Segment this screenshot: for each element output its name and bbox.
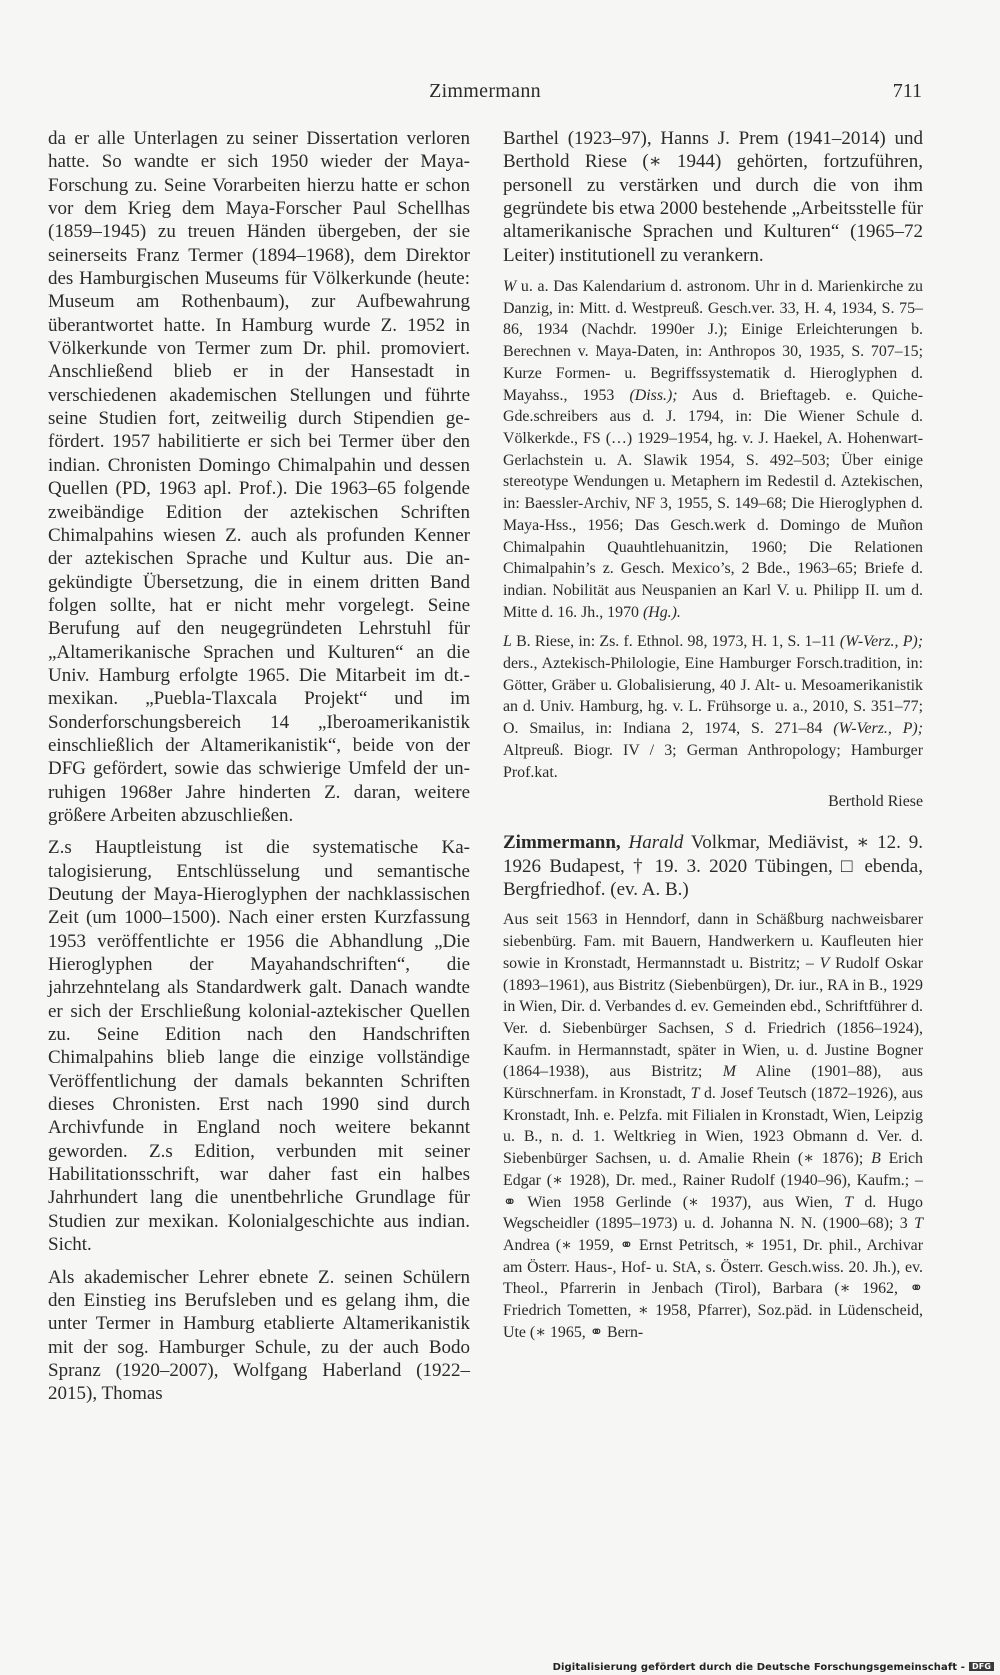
genealogy-text-4: Aline (1901–88), aus Kürschnerfam. in Kronstadt, [503, 1063, 923, 1103]
genealogy-marker-1: V [819, 954, 830, 972]
paragraph-main-achievement: Z.s Hauptleistung ist die systematische Katalogisierung, Entschlüsselung und semantische Deutung der Maya-Hieroglyphen der nachklassischen Zeit (um 1000–1500). Nach einer ersten Kurzfassung 1953 veröffentlichte er 1956 die Abhandlung „Die Hieroglyphen der Mayahandschriften“, die jahrzehntelang als Standardwerk galt. Danach wandte er sich der Erschließung kolonial-aztekischer Quellen zu. Seine Edition nach den Handschriften Chimalpahins blieb lange die einzige vollständige Veröffentlichung der damals bekannten Schriften dieses Chronisten. Erst nach 1990 sind durch Archivfunde in England noch weitere bekannt geworden. Z.s Edition, verbunden mit seiner Habilitationsschrift, war daher fast ein halbes Jahrhundert lang die unentbehrliche Grundlage für Studien zur mexikan. Kolonialgeschichte aus indian. Sicht. [48, 837, 470, 1256]
genealogy-text-2: Rudolf Oskar (1893–1961), aus Bistritz (Siebenbürgen), Dr. iur., RA in B., 1929 in Wien, Dir. d. Verbandes d. ev. Gemeinden ebd., Schriftführer d. Ver. d. Siebenbürger Sachsen, [503, 954, 923, 1037]
dfg-logo: DFG [969, 1662, 994, 1671]
works-text-b: Aus d. Brieftageb. e. Quiche-Gde.schreibers aus d. J. 1794, in: Die Wiener Schule d. Völkerkde., FS (…) 1929–1954, hg. v. J. Haekel, A. Hohenwart-Gerlachstein u. A. Slawik 1954, S. 492–503; Über einige stereotype Wendungen u. Metaphern im Redestil d. Aztekischen, in: Baessler-Archiv, NF 3, 1955, S. 149–68; Die Hieroglyphen d. Maya-Hss., 1956; Das Gesch.werk d. Domingo de Muñon Chimalpahin Quauhtlehuanitzin, 1960; Die Relationen Chimalpahin’s z. Gesch. Mexico’s, 2 Bde., 1963–65; Briefe d. indian. Nobilität aus Neuspanien an Karl V. u. Philipp II. um d. Mitte d. 16. Jh., 1970 [503, 386, 924, 621]
genealogy-text-5: d. Josef Teutsch (1872–1926), aus Kronstadt, Inh. e. Pelzfa. mit Filialen in Kronstadt, Wien, Leipzig u. B., n. d. 1. Weltkrieg in Wien, 1923 Obmann d. Ver. d. Siebenbürger Sachsen, u. d. Amalie Rhein (∗ 1876); [503, 1085, 923, 1168]
literature-text-c: Altpreuß. Biogr. IV / 3; German Anthropology; Hamburger Prof.kat. [503, 741, 923, 781]
genealogy-marker-6: T [844, 1193, 853, 1211]
works-text-b-italic: (Hg.). [642, 603, 681, 621]
literature-text-b: ders., Aztekisch-Philologie, Eine Hamburger Forsch.tradition, in: Götter, Gräber u. Globalisierung, 40 J. Alt- u. Mesoamerikanistik an d. Univ. Hamburg, hg. v. L. Frühsorge u. a., 2010, S. 351–77; O. Smailus, in: Indiana 2, 1974, S. 271–84 [503, 655, 923, 738]
right-column [503, 127, 923, 1352]
paragraph-career: da er alle Unterlagen zu seiner Dissertation verloren hatte. So wandte er sich 1950 wieder der Maya-Forschung zu. Seine Vorarbeiten hierzu hatte er schon vor dem Krieg dem Maya-Forscher Paul Schellhas (1859–1945) zu treuen Händen übergeben, der sie seinerseits Franz Termer (1894–1968), dem Direktor des Hamburgischen Museums für Völkerkunde (heute: Museum am Rothenbaum), zur Aufbewahrung überantwortet hatte. In Hamburg wurde Z. 1952 in Völkerkunde von Termer zum Dr. phil. promoviert. Anschließend blieb er in der Hansestadt in verschiedenen akademischen Stellungen und führte seine Studien fort, zeitweilig durch Stipendien gefördert. 1957 habilitierte er sich bei Termer über den indian. Chronisten Domingo Chimalpahin und dessen Quellen (PD, 1963 apl. Prof.). Die 1963–65 folgende zweibändige Edition der aztekischen Schriften Chimalpahins wiesen Z. auch als profunden Kenner der aztekischen Sprache und Kultur aus. Die angekündigte Übersetzung, die in einem dritten Band folgen sollte, hat er nicht mehr vorgelegt. Seine Berufung auf den neugegründeten Lehrstuhl für „Altamerikanische Sprachen und Kulturen“ an die Univ. Hamburg erfolgte 1965. Die Mitarbeit im dt.-mexikan. „Puebla-Tlaxcala Projekt“ und im Sonderforschungsbereich 14 „Iberoamerikanistik einschließlich der Altamerikanistik“, beide von der DFG gefördert, sowie das schwierige Umfeld der unruhigen 1968er Jahre hinderten Z. daran, weitere größere Arbeiten abzuschließen. [48, 128, 470, 826]
literature-text-a-italic: (W-Verz., P); [839, 633, 923, 651]
entry-surname: Zimmermann, [503, 832, 621, 854]
works-text-a: u. a. Das Kalendarium d. astronom. Uhr in d. Marienkirche zu Danzig, in: Mitt. d. Westpreuß. Gesch.ver. 33, H. 4, 1934, S. 75–86, 1934 (Nachdr. 1990er J.); Einige Erleichterungen b. Berechnen v. Maya-Daten, in: Anthropos 30, 1935, S. 707–15; Kurze Formen- u. Begriffssystematik d. Hieroglyphen d. Mayahss., 1953 [503, 278, 923, 404]
running-header [48, 80, 922, 106]
genealogy-text-1: Aus seit 1563 in Henndorf, dann in Schäßburg nachweisbarer siebenbürg. Fam. mit Bauern, Handwerkern u. Kaufleuten hier sowie in Kronstadt, Hermannstadt u. Bistritz; – [503, 911, 923, 972]
paragraph-continuation: Barthel (1923–97), Hanns J. Prem (1941–2014) und Berthold Riese (∗ 1944) gehörten, fortzuführen, personell zu verstärken und durch die von ihm gegründete bis etwa 2000 bestehende „Arbeitsstelle für altamerikanische Sprachen und Kulturen“ (1965–72 Leiter) institutionell zu verankern. [503, 128, 923, 266]
author-signature: Berthold Riese [828, 793, 923, 811]
entry-given-name: Harald [628, 832, 684, 854]
literature-text-b-italic: (W-Verz., P); [833, 720, 923, 738]
left-column [48, 127, 470, 1415]
genealogy-text-3: d. Friedrich (1856–1924), Kaufm. in Hermannstadt, später in Wien, u. d. Justine Bogner (1864–1938), aus Bistritz; [503, 1019, 923, 1081]
credit-text: Digitalisierung gefördert durch die Deutsche Forschungsgemeinschaft - [552, 1662, 966, 1673]
works-marker: W [503, 278, 517, 296]
genealogy-marker-3: M [722, 1063, 736, 1081]
digitization-credit [553, 1662, 994, 1673]
entry-details: Volkmar, Mediävist, ∗ 12. 9. 1926 Budapest, † 19. 3. 2020 Tübingen, □ ebenda, Bergfriedhof. (ev. A. B.) [503, 832, 924, 901]
genealogy-marker-5: B [871, 1150, 881, 1168]
literature-list [503, 631, 923, 783]
genealogy-marker-7: T [914, 1215, 923, 1233]
entry-heading [503, 831, 923, 901]
works-list [503, 276, 923, 623]
paragraph-teaching: Als akademischer Lehrer ebnete Z. seinen Schülern den Einstieg ins Berufsleben und es gelang ihm, die unter Termer in Hamburg etablierte Altamerikanistik mit der sog. Hamburger Schule, zu der auch Bodo Spranz (1920–2007), Wolfgang Haberland (1922–2015), Thomas [48, 1266, 470, 1405]
genealogy-marker-2: S [725, 1019, 734, 1037]
page-number: 711 [892, 80, 922, 102]
genealogy-marker-4: T [690, 1085, 700, 1103]
literature-text-a: B. Riese, in: Zs. f. Ethnol. 98, 1973, H. 1, S. 1–11 [511, 633, 840, 651]
genealogy-text-6: Erich Edgar (∗ 1928), Dr. med., Rainer Rudolf (1940–96), Kaufm.; – ⚭ Wien 1958 Gerlinde (∗ 1937), aus Wien, [503, 1150, 923, 1211]
genealogy-paragraph [503, 909, 923, 1343]
works-text-a-italic: (Diss.); [629, 386, 678, 404]
genealogy-text-8: Andrea (∗ 1959, ⚭ Ernst Petritsch, ∗ 1951, Dr. phil., Archivar am Österr. Haus-, Hof- u. StA, s. Österr. Gesch.wiss. 20. Jh.), ev. Theol., Pfarrerin in Jenbach (Tirol), Barbara (∗ 1962, ⚭ Friedrich Tometten, ∗ 1958, Pfarrer), Soz.päd. in Lüdenscheid, Ute (∗ 1965, ⚭ Bern- [503, 1237, 923, 1341]
genealogy-text-7: d. Hugo Wegscheidler (1895–1973) u. d. Johanna N. N. (1900–68); 3 [503, 1193, 923, 1233]
running-title: Zimmermann [429, 80, 541, 102]
literature-marker: L [503, 633, 512, 651]
